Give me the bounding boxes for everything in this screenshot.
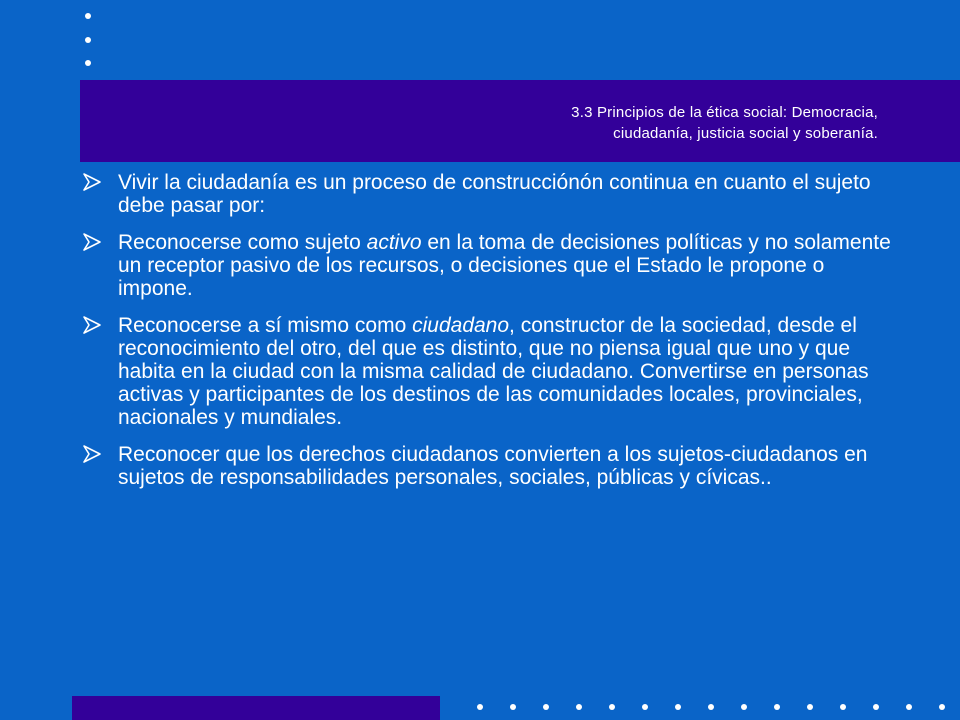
bullet-list xyxy=(82,171,892,503)
slide-title-line2: ciudadanía, justicia social y soberanía. xyxy=(613,125,878,142)
bullet-text-2-end: en la toma de decisiones políticas y no solamente un receptor pasivo de los recursos, o decisiones que el Estado le propone o impone. xyxy=(118,231,891,300)
decor-dot-bottom-5 xyxy=(609,704,615,710)
decor-dot-bottom-9 xyxy=(741,704,747,710)
bottom-band xyxy=(72,696,440,720)
bullet-text-3-italic: ciudadano xyxy=(412,314,510,337)
bullet-text-2-italic: activo xyxy=(366,231,422,254)
decor-dot-bottom-4 xyxy=(576,704,582,710)
decor-dot-bottom-7 xyxy=(675,704,681,710)
decor-dot-bottom-15 xyxy=(939,704,945,710)
bullet-item-4 xyxy=(82,443,892,489)
bullet-text-3-start: Reconocerse a sí mismo como xyxy=(118,314,413,337)
decor-dot-bottom-11 xyxy=(807,704,813,710)
bullet-text-3-end: , constructor de la sociedad, desde el reconocimiento del otro, del que es distinto, que no piensa igual que uno y que habita en la ciudad con la misma calidad de ciudadano. Convertirse en personas activas y participantes de los destinos de las comunidades locales, provinciales, nacionales y mundiales. xyxy=(118,314,869,429)
decor-dot-bottom-8 xyxy=(708,704,714,710)
bullet-item-2 xyxy=(82,231,892,300)
decor-dot-bottom-12 xyxy=(840,704,846,710)
bullet-text-1: Vivir la ciudadanía es un proceso de construcciónón continua en cuanto el sujeto debe pasar por: xyxy=(118,171,871,217)
slide-title xyxy=(571,102,878,144)
arrowhead-icon xyxy=(82,232,102,252)
bullet-item-3 xyxy=(82,314,892,429)
decor-dot-bottom-2 xyxy=(510,704,516,710)
decor-dot-top-3 xyxy=(85,60,91,66)
decor-dot-top-2 xyxy=(85,37,91,43)
bullet-text-2-start: Reconocerse como sujeto xyxy=(118,231,367,254)
decor-dot-bottom-14 xyxy=(906,704,912,710)
bullet-text-4: Reconocer que los derechos ciudadanos convierten a los sujetos-ciudadanos en sujetos de responsabilidades personales, sociales, públicas y cívicas.. xyxy=(118,443,868,489)
decor-dot-bottom-3 xyxy=(543,704,549,710)
decor-dot-bottom-10 xyxy=(774,704,780,710)
decor-dot-bottom-1 xyxy=(477,704,483,710)
decor-dot-bottom-13 xyxy=(873,704,879,710)
arrowhead-icon xyxy=(82,444,102,464)
decor-dot-bottom-6 xyxy=(642,704,648,710)
slide-title-line1: 3.3 Principios de la ética social: Democracia, xyxy=(571,104,878,121)
arrowhead-icon xyxy=(82,172,102,192)
bullet-item-1 xyxy=(82,171,892,217)
decor-dot-top-1 xyxy=(85,13,91,19)
arrowhead-icon xyxy=(82,315,102,335)
